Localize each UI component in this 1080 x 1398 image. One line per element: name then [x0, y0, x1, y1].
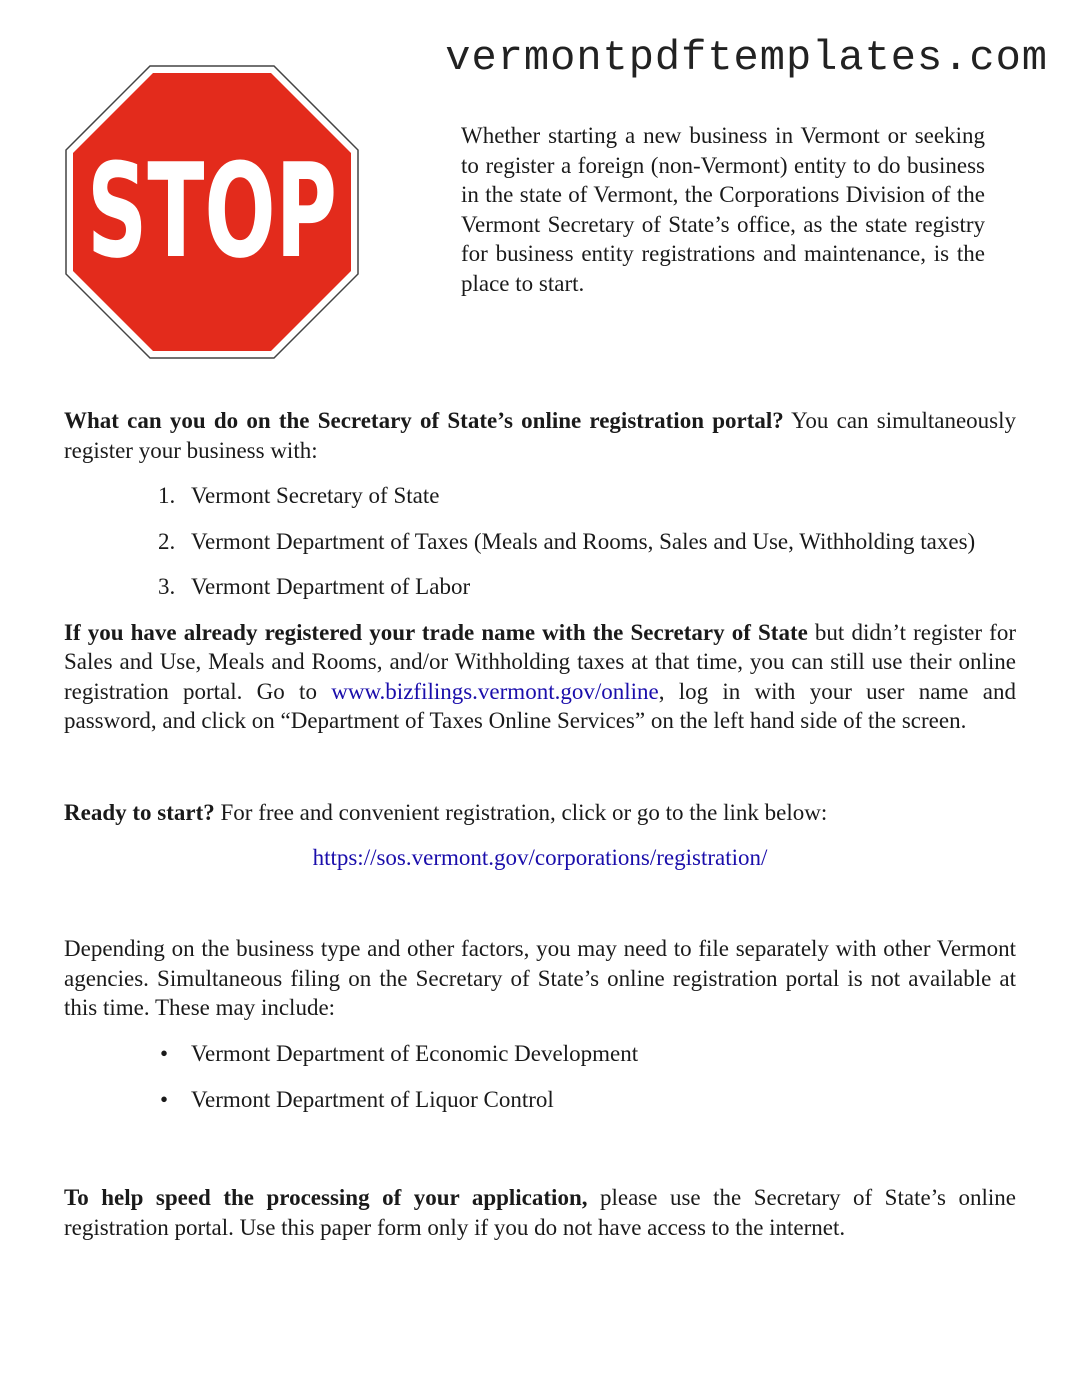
stop-sign-text: STOP — [87, 135, 337, 287]
already-registered-paragraph — [64, 618, 1016, 736]
list-item-text: Vermont Secretary of State — [191, 483, 440, 509]
ready-paragraph — [64, 798, 1016, 828]
site-watermark: vermontpdftemplates.com — [445, 34, 1048, 82]
other-agencies-list — [64, 1031, 1016, 1122]
agency-list — [64, 473, 1016, 610]
list-item-text: Vermont Department of Labor — [191, 574, 471, 600]
speed-paragraph — [64, 1183, 1016, 1242]
list-item — [64, 473, 1016, 519]
portal-answer: You can simultaneously register your business with: — [64, 408, 1017, 463]
intro-paragraph: Whether starting a new business in Vermont or seeking to register a foreign (non-Vermont) entity to do business in the state of Vermont, the Corporations Division of the Vermont Secretary of State’s office, as the state registry for business entity registrations and maintenance, is the place to start. — [461, 123, 985, 296]
list-item — [64, 1031, 1016, 1077]
document-body — [64, 406, 1016, 1242]
portal-question: What can you do on the Secretary of State’s online registration portal? — [64, 408, 784, 433]
already-text: but didn’t register for Sales and Use, Meals and Rooms, and/or Withholding taxes at that time, you can still use their online registration portal. Go to — [64, 619, 1016, 704]
list-item-text: Vermont Department of Taxes (Meals and Rooms, Sales and Use, Withholding taxes) — [191, 528, 976, 554]
speed-text: please use the Secretary of State’s online registration portal. Use this paper form only if you do not have access to the internet. — [64, 1185, 1016, 1240]
list-number: 3. — [158, 574, 176, 600]
bizfilings-link[interactable]: www.bizfilings.vermont.gov/online — [331, 678, 659, 704]
speed-bold: To help speed the processing of your application, — [64, 1185, 588, 1211]
list-item-text: Vermont Department of Economic Development — [191, 1041, 639, 1067]
list-item — [64, 1077, 1016, 1123]
list-number: 2. — [158, 528, 176, 554]
list-item — [64, 519, 1016, 565]
depending-paragraph: Depending on the business type and other factors, you may need to file separately with other Vermont agencies. Simultaneous filing on the Secretary of State’s online registration portal is not available at this time. These may include: — [64, 936, 1016, 1021]
list-item — [64, 564, 1016, 610]
ready-bold: Ready to start? — [64, 800, 215, 826]
registration-link-line — [64, 843, 1016, 873]
stop-sign-icon — [64, 64, 360, 360]
list-number: 1. — [158, 483, 176, 509]
list-item-text: Vermont Department of Liquor Control — [191, 1086, 554, 1112]
registration-link[interactable]: https://sos.vermont.gov/corporations/registration/ — [312, 844, 768, 870]
ready-text: For free and convenient registration, click or go to the link below: — [214, 800, 828, 826]
already-bold: If you have already registered your trade name with the Secretary of State — [64, 619, 808, 645]
bullet: • — [160, 1041, 169, 1067]
portal-paragraph — [64, 406, 1016, 465]
bullet: • — [160, 1086, 169, 1112]
already-text-end: , log in with your user name and password, and click on “Department of Taxes Online Services” on the left hand side of the screen. — [64, 678, 1016, 734]
